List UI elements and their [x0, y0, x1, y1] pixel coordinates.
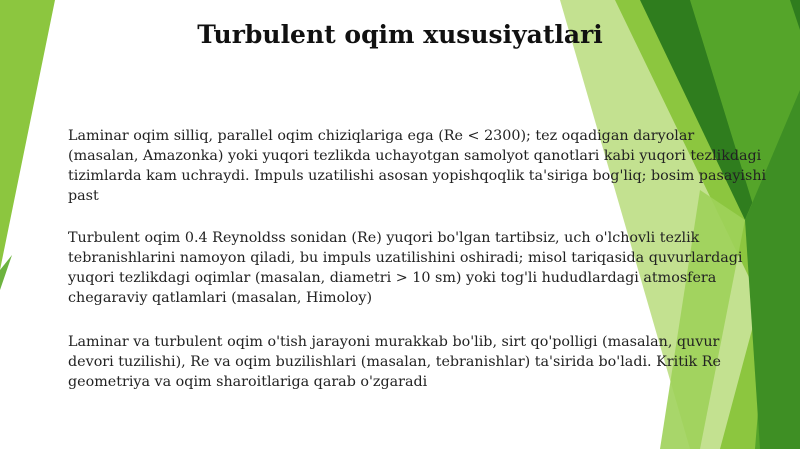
slide-title: Turbulent oqim xususiyatlari	[197, 20, 603, 49]
paragraph-laminar: Laminar oqim silliq, parallel oqim chiziqlariga ega (Re < 2300); tez oqadigan daryolar (masalan, Amazonka) yoki yuqori tezlikda uchayotgan samolyot qanotlari kabi yuqori tezlikdagi tizimlarda kam uchraydi. Impuls uzatilishi asosan yopishqoqlik ta'siriga bog'liq; bosim pasayishi past	[68, 128, 767, 204]
paragraph-turbulent: Turbulent oqim 0.4 Reynoldss sonidan (Re) yuqori bo'lgan tartibsiz, uch o'lchovli tezlik tebranishlarini namoyon qiladi, bu impuls uzatilishini oshiradi; misol tariqasida quvurlardagi yuqori tezlikdagi oqimlar (masalan, diametri > 10 sm) yoki tog'li hududlardagi atmosfera chegaraviy qatlamlari (masalan, Himoloy)	[68, 230, 743, 306]
paragraph-transition: Laminar va turbulent oqim o'tish jarayoni murakkab bo'lib, sirt qo'polligi (masalan, quvur devori tuzilishi), Re va oqim buzilishlari (masalan, tebranishlar) ta'sirida bo'ladi. Kritik Re geometriya va oqim sharoitlariga qarab o'zgaradi	[68, 334, 721, 390]
